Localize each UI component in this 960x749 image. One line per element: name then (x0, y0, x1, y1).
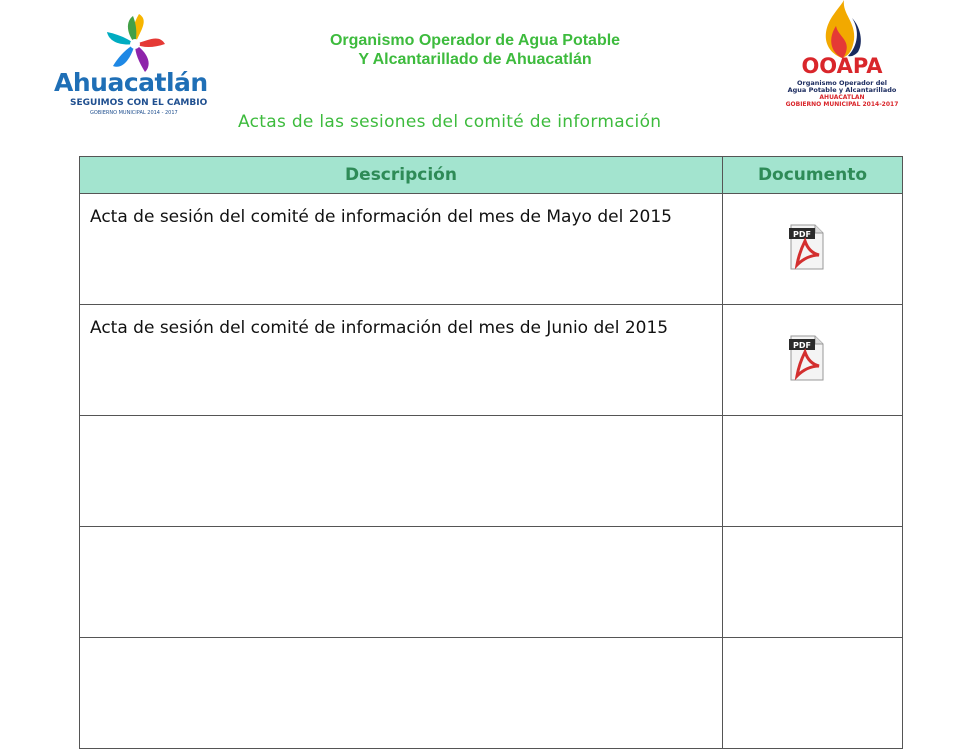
table-row (80, 527, 903, 638)
table-row (80, 305, 903, 416)
row-document (723, 527, 903, 638)
ooapa-wordmark: OOAPA (801, 54, 883, 78)
table-header-row (80, 157, 903, 194)
pdf-icon[interactable] (787, 223, 827, 271)
row-description (80, 638, 723, 749)
row-document (723, 638, 903, 749)
ahuacatlan-wordmark: Ahuacatlán (54, 68, 208, 97)
row-description (80, 416, 723, 527)
org-title (250, 31, 700, 69)
table-row (80, 638, 903, 749)
ahuacatlan-logo (48, 12, 223, 122)
table-row (80, 416, 903, 527)
ooapa-line3: AHUACATLAN (819, 94, 865, 101)
table-row (80, 194, 903, 305)
ahuacatlan-tagline: SEGUIMOS CON EL CAMBIO (70, 98, 208, 108)
row-description: Acta de sesión del comité de información del mes de Mayo del 2015 (80, 194, 723, 305)
row-document (723, 416, 903, 527)
row-description (80, 527, 723, 638)
svg-text:PDF: PDF (792, 341, 811, 350)
row-document (723, 305, 903, 416)
row-document (723, 194, 903, 305)
org-title-line1: Organismo Operador de Agua Potable (329, 32, 621, 49)
org-title-line2: Y Alcantarillado de Ahuacatlán (358, 51, 592, 68)
ooapa-logo (778, 0, 906, 112)
header-description: Descripción (80, 157, 723, 194)
svg-text:PDF: PDF (792, 230, 811, 239)
header-document: Documento (723, 157, 903, 194)
flame-icon (778, 0, 906, 60)
pdf-icon[interactable] (787, 334, 827, 382)
page-title: Actas de las sesiones del comité de información (238, 112, 662, 132)
ahuacatlan-subline: GOBIERNO MUNICIPAL 2014 - 2017 (90, 110, 178, 116)
ooapa-line1: Organismo Operador del (796, 79, 888, 87)
row-description: Acta de sesión del comité de información del mes de Junio del 2015 (80, 305, 723, 416)
ooapa-line4: GOBIERNO MUNICIPAL 2014-2017 (785, 101, 899, 108)
documents-table (79, 156, 903, 749)
ooapa-line2: Agua Potable y Alcantarillado (787, 86, 897, 94)
